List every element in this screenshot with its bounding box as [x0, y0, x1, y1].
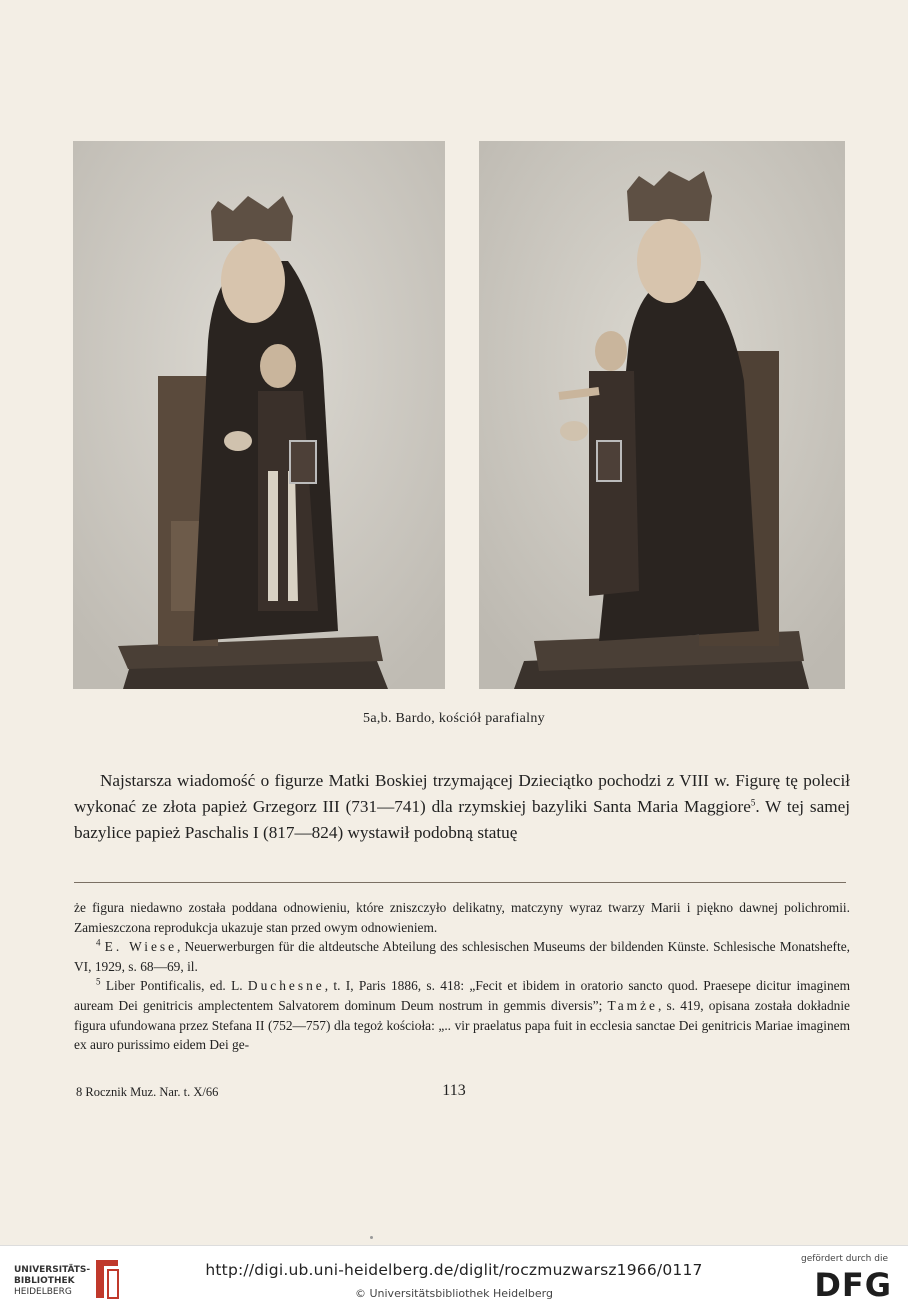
digital-library-footer — [0, 1245, 908, 1311]
dfg-logo[interactable]: DFG — [814, 1266, 892, 1304]
footnotes — [74, 898, 850, 1055]
copyright-notice: © Universitätsbibliothek Heidelberg — [354, 1287, 553, 1300]
figure-caption: 5a,b. Bardo, kościół parafialny — [363, 711, 545, 726]
statue-side-illustration — [479, 141, 845, 689]
footnote-5: $^5$ Liber Pontificalis, ed. L. Duchesne, t. I, Paris 1886, s. 418: „Fecit et ibidem in oratorio sancto quod. Praesepe dicitur imaginem auream Dei genitricis amplectentem Salvatorem dominum Deum nostrum in gemmis diversis”; Tamże, s. 419, opisana została dokładnie figura ufundowana przez Stefana II (752—757) dla tegoż kościoła: „.. vir praelatus papa fuit in ecclesia sanctae Dei genitricis Mariae imaginem ex auro purissimo eidem Dei ge- — [74, 976, 851, 1053]
footnote-ref-5: 5 — [750, 797, 756, 808]
photo-statue-side — [479, 141, 845, 689]
permalink-url[interactable]: http://digi.ub.uni-heidelberg.de/diglit/roczmuzwarsz1966/0117 — [205, 1261, 703, 1279]
footnote-4: $^4$ E. Wiese, Neuerwerburgen für die altdeutsche Abteilung des schlesischen Museums der bildenden Künste. Schlesische Monatshefte, VI, 1929, s. 68—69, il. — [74, 937, 850, 974]
dfg-funding-label: gefördert durch die — [801, 1254, 888, 1264]
page-number: 113 — [442, 1082, 466, 1099]
footnote-continuation: że figura niedawno została poddana odnowieniu, które zniszczyło delikatny, matczyny wyraz twarzy Marii i piękno dawnej polichromii. Zamieszczona reprodukcja ukazuje stan przed owym odnowieniem. — [74, 900, 850, 935]
statue-front-illustration — [73, 141, 445, 689]
footnote-divider — [74, 882, 846, 883]
ub-heidelberg-logo[interactable]: UNIVERSITÄTS- BIBLIOTHEK HEIDELBERG — [14, 1265, 91, 1297]
printer-signature: 8 Rocznik Muz. Nar. t. X/66 — [76, 1085, 219, 1099]
main-text — [74, 768, 850, 846]
photo-statue-front — [73, 141, 445, 689]
main-paragraph: Najstarsza wiadomość o figurze Matki Boskiej trzymającej Dzieciątko pochodzi z VIII w. Figurę tę polecił wykonać ze złota papież Grzegorz III (731—741) dla rzymskiej bazyliki Santa Maria Maggiore$^5$. W tej samej bazylice papież Paschalis I (817—824) wystawił podobną statuę — [74, 771, 850, 842]
speck — [370, 1236, 373, 1239]
